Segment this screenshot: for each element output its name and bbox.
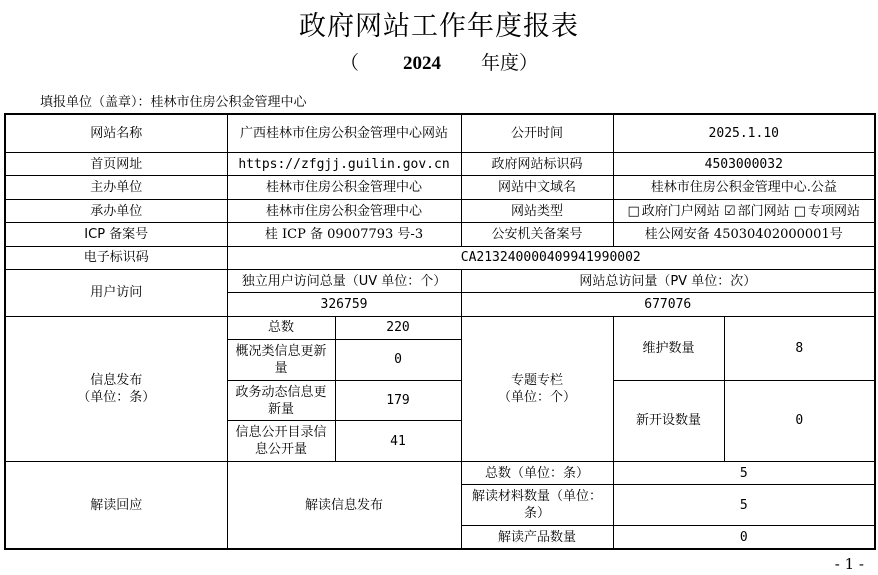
- overview-update-label: 概况类信息更新量: [227, 340, 335, 381]
- homepage-url: https://zfgjj.guilin.gov.cn: [227, 153, 461, 176]
- site-id-label: 政府网站标识码: [461, 153, 613, 176]
- table-row: [5, 462, 875, 485]
- filling-unit: 填报单位（盖章）：桂林市住房公积金管理中心: [40, 95, 307, 110]
- dynamic-update-label: 政务动态信息更新量: [227, 380, 335, 421]
- maintain-count-value: 8: [724, 316, 875, 380]
- site-id-value: 4503000032: [613, 153, 875, 176]
- interpret-total-label: 总数（单位：条）: [461, 462, 613, 485]
- info-total-label: 总数: [227, 316, 335, 339]
- pv-value: 677076: [461, 293, 875, 316]
- table-row: [5, 153, 875, 176]
- police-record-value: 桂公网安备 45030402000001号: [613, 223, 875, 246]
- report-year: 2024: [403, 53, 441, 74]
- dynamic-update-value: 179: [335, 380, 461, 421]
- report-table: [4, 113, 876, 550]
- site-name-label: 网站名称: [5, 114, 227, 153]
- table-row: [5, 269, 875, 292]
- organizer-value: 桂林市住房公积金管理中心: [227, 199, 461, 222]
- icp-label: ICP 备案号: [5, 223, 227, 246]
- info-publish-label: 信息发布 （单位：条）: [5, 316, 227, 461]
- icp-value: 桂 ICP 备 09007793 号-3: [227, 223, 461, 246]
- page-title: 政府网站工作年度报表: [299, 11, 579, 42]
- eid-value: CA213240000409941990002: [227, 246, 875, 269]
- table-row: [5, 246, 875, 269]
- interpret-product-value: 0: [613, 526, 875, 549]
- interpret-publish-label: 解读信息发布: [227, 462, 461, 549]
- page-number: - 1 -: [834, 555, 864, 573]
- checkbox-dept-site[interactable]: ☑ 部门网站: [723, 203, 790, 219]
- user-visits-label: 用户访问: [5, 269, 227, 316]
- table-row: [5, 176, 875, 199]
- year-open-paren: （: [339, 52, 359, 74]
- interpret-material-value: 5: [613, 485, 875, 526]
- cn-domain-label: 网站中文域名: [461, 176, 613, 199]
- sponsor-value: 桂林市住房公积金管理中心: [227, 176, 461, 199]
- checkbox-special-site[interactable]: □ 专项网站: [793, 203, 861, 219]
- eid-label: 电子标识码: [5, 246, 227, 269]
- publish-time-label: 公开时间: [461, 114, 613, 153]
- pv-label: 网站总访问量（PV 单位：次）: [461, 269, 875, 292]
- year-suffix: 年度）: [481, 52, 539, 74]
- site-type-options: [613, 199, 875, 222]
- info-total-value: 220: [335, 316, 461, 339]
- table-row: [5, 199, 875, 222]
- special-column-label: 专题专栏 （单位：个）: [461, 316, 613, 461]
- uv-label: 独立用户访问总量（UV 单位：个）: [227, 269, 461, 292]
- site-type-label: 网站类型: [461, 199, 613, 222]
- table-row: [5, 223, 875, 246]
- maintain-count-label: 维护数量: [613, 316, 724, 380]
- new-count-value: 0: [724, 380, 875, 461]
- new-count-label: 新开设数量: [613, 380, 724, 461]
- overview-update-value: 0: [335, 340, 461, 381]
- homepage-label: 首页网址: [5, 153, 227, 176]
- cn-domain-value: 桂林市住房公积金管理中心.公益: [613, 176, 875, 199]
- police-record-label: 公安机关备案号: [461, 223, 613, 246]
- organizer-label: 承办单位: [5, 199, 227, 222]
- report-year-line: [0, 48, 878, 75]
- catalog-publish-label: 信息公开目录信息公开量: [227, 421, 335, 462]
- checkbox-gov-portal[interactable]: □ 政府门户网站: [627, 203, 720, 219]
- interpret-product-label: 解读产品数量: [461, 526, 613, 549]
- table-row: [5, 316, 875, 339]
- interpret-total-value: 5: [613, 462, 875, 485]
- table-row: [5, 114, 875, 153]
- site-name-value: 广西桂林市住房公积金管理中心网站: [227, 114, 461, 153]
- uv-value: 326759: [227, 293, 461, 316]
- catalog-publish-value: 41: [335, 421, 461, 462]
- interpret-response-label: 解读回应: [5, 462, 227, 549]
- interpret-material-label: 解读材料数量（单位：条）: [461, 485, 613, 526]
- publish-time-value: 2025.1.10: [613, 114, 875, 153]
- sponsor-label: 主办单位: [5, 176, 227, 199]
